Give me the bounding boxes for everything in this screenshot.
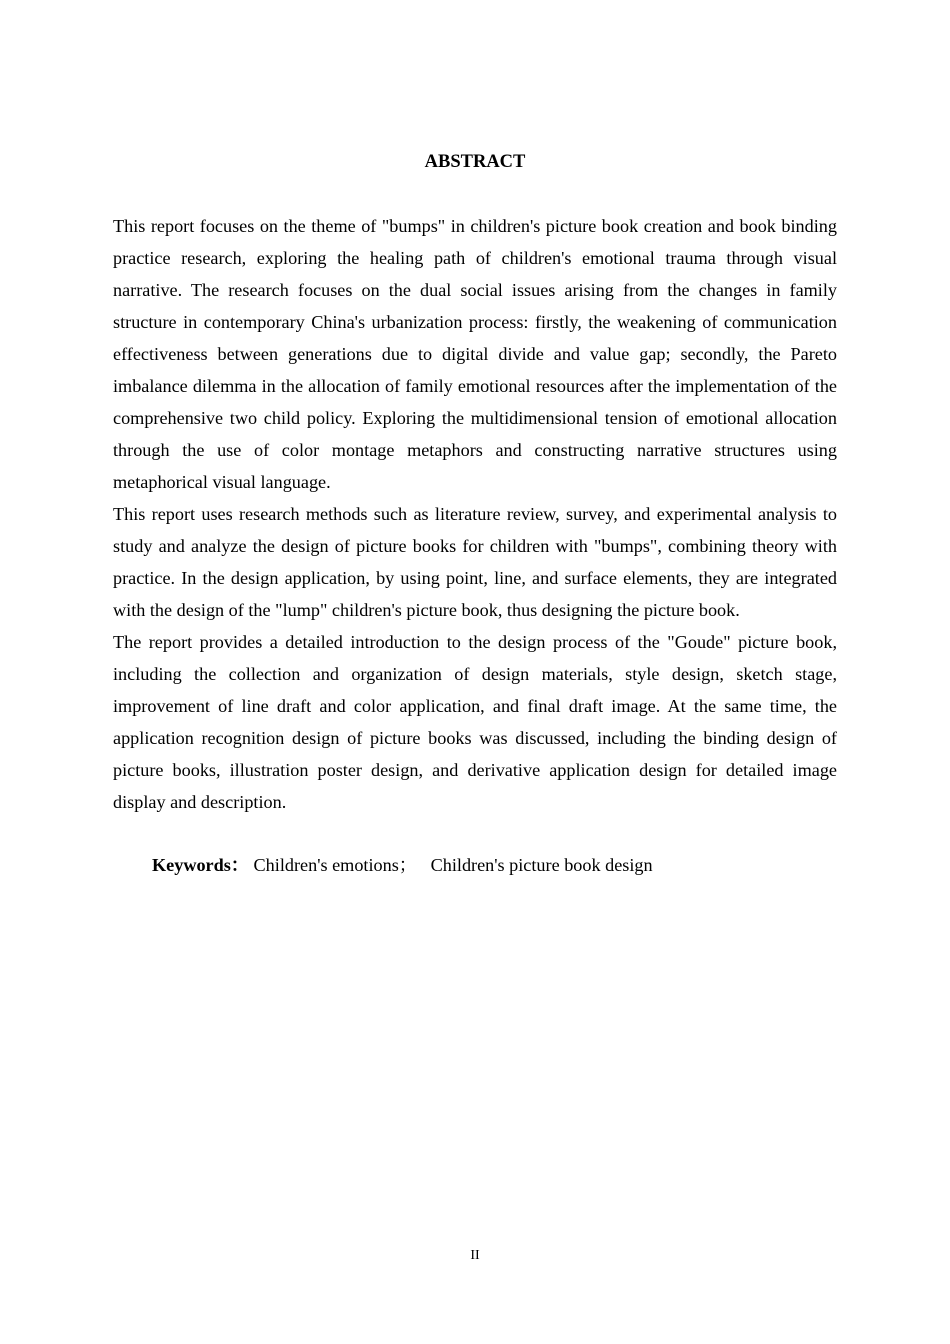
abstract-paragraph-1: This report focuses on the theme of "bumps" in children's picture book creation and book binding practice research, exploring the healing path of children's emotional trauma through visual narrative. The research focuses on the dual social issues arising from the changes in family structure in contemporary China's urbanization process: firstly, the weakening of communication effectiveness between generations due to digital divide and value gap; secondly, the Pareto imbalance dilemma in the allocation of family emotional resources after the implementation of the comprehensive two child policy. Exploring the multidimensional tension of emotional allocation through the use of color montage metaphors and constructing narrative structures using metaphorical visual language. [113,216,837,492]
keyword-item: Children's picture book design [430,855,653,875]
abstract-title: ABSTRACT [424,152,526,172]
page-number: II [470,1248,480,1263]
keyword-item: Children's emotions； [253,855,417,875]
abstract-body [113,210,837,818]
keywords-line [152,849,653,881]
abstract-paragraph-2: This report uses research methods such as literature review, survey, and experimental analysis to study and analyze the design of picture books for children with "bumps", combining theory with practice. In the design application, by using point, line, and surface elements, they are integrated with the design of the "lump" children's picture book, thus designing the picture book. [113,504,837,620]
keywords-label: Keywords： [152,855,249,875]
abstract-paragraph-3: The report provides a detailed introduction to the design process of the "Goude" picture book, including the collection and organization of design materials, style design, sketch stage, improvement of line draft and color application, and final draft image. At the same time, the application recognition design of picture books was discussed, including the binding design of picture books, illustration poster design, and derivative application design for detailed image display and description. [113,632,837,812]
